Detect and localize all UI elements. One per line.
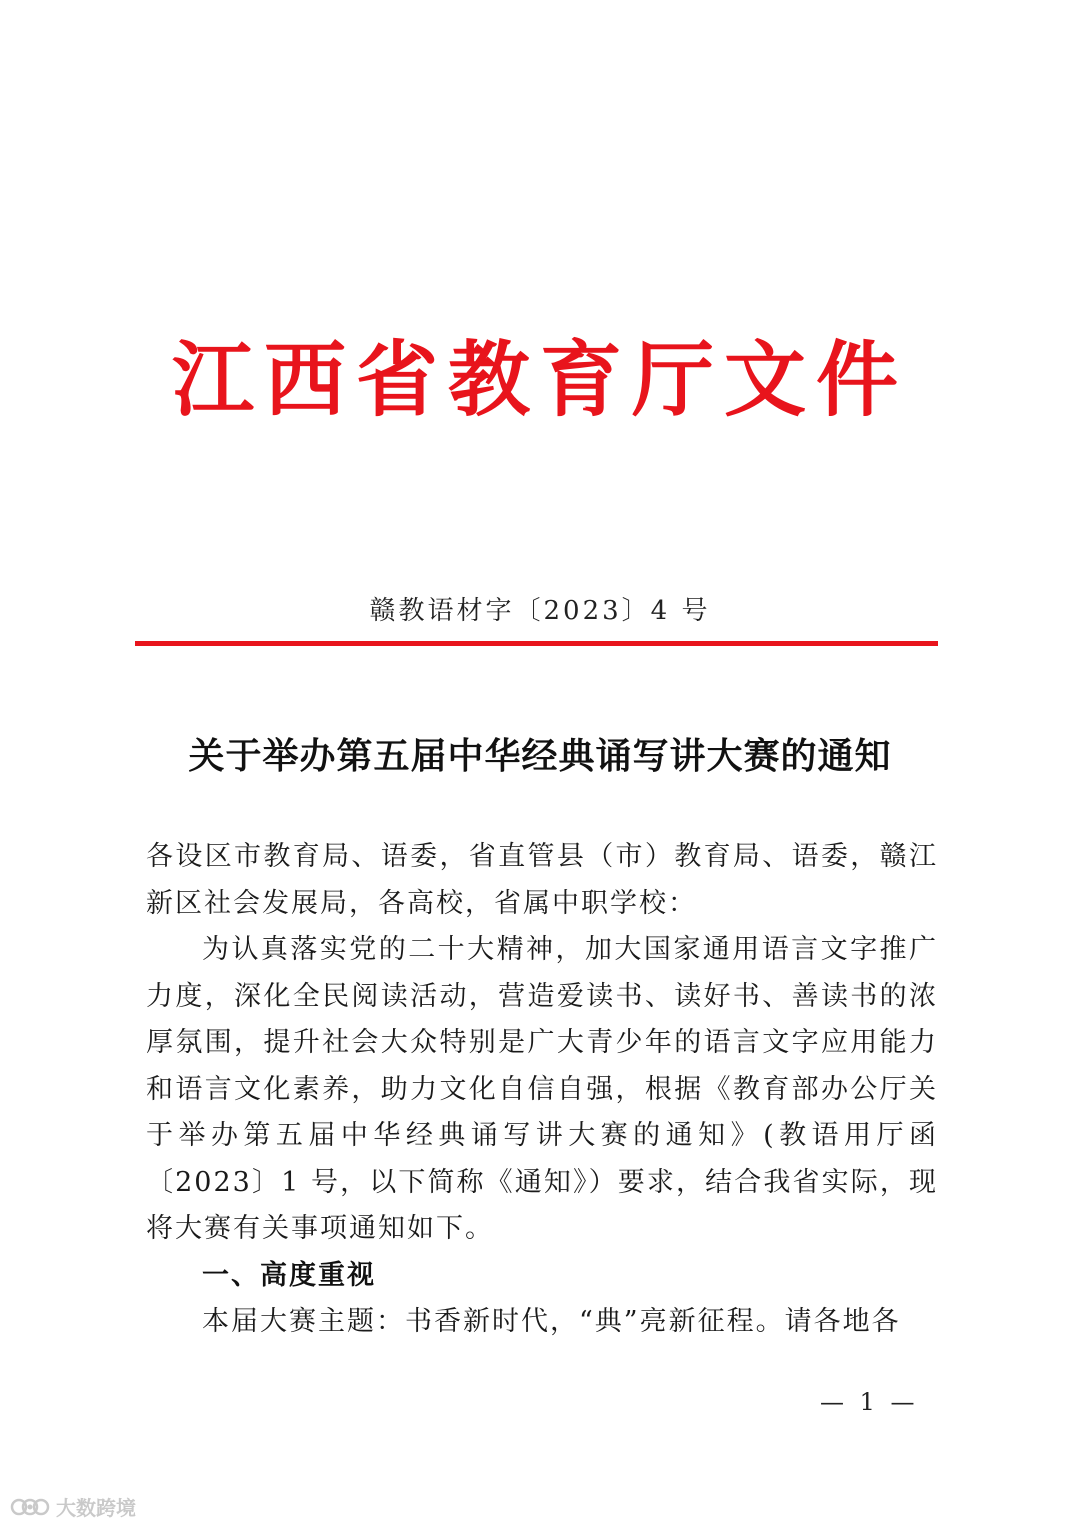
recipients-paragraph: 各设区市教育局、语委，省直管县（市）教育局、语委，赣江新区社会发展局，各高校，省属中职学校： [146, 841, 938, 919]
document-body [146, 834, 938, 1346]
red-divider-line [135, 641, 938, 646]
watermark [10, 1492, 136, 1521]
body-paragraph: 本届大赛主题：书香新时代，“典”亮新征程。请各地各 [202, 1306, 901, 1337]
masthead-title: 江西省教育厅文件 [171, 333, 908, 428]
section-heading: 一、高度重视 [202, 1259, 376, 1291]
notice-title: 关于举办第五届中华经典诵写讲大赛的通知 [188, 735, 892, 777]
page-number: — 1 — [820, 1388, 919, 1416]
document-number: 赣教语材字〔2023〕4 号 [369, 596, 711, 626]
watermark-text: 大数跨境 [56, 1496, 136, 1520]
body-paragraph: 为认真落实党的二十大精神，加大国家通用语言文字推广力度，深化全民阅读活动，营造爱读书、读好书、善读书的浓厚氛围，提升社会大众特别是广大青少年的语言文字应用能力和语言文化素养，助力文化自信自强，根据《教育部办公厅关于举办第五届中华经典诵写讲大赛的通知》(教语用厅函〔2023〕1 号，以下简称《通知》）要求，结合我省实际，现将大赛有关事项通知如下。 [146, 934, 938, 1244]
watermark-logo-icon [10, 1496, 50, 1518]
